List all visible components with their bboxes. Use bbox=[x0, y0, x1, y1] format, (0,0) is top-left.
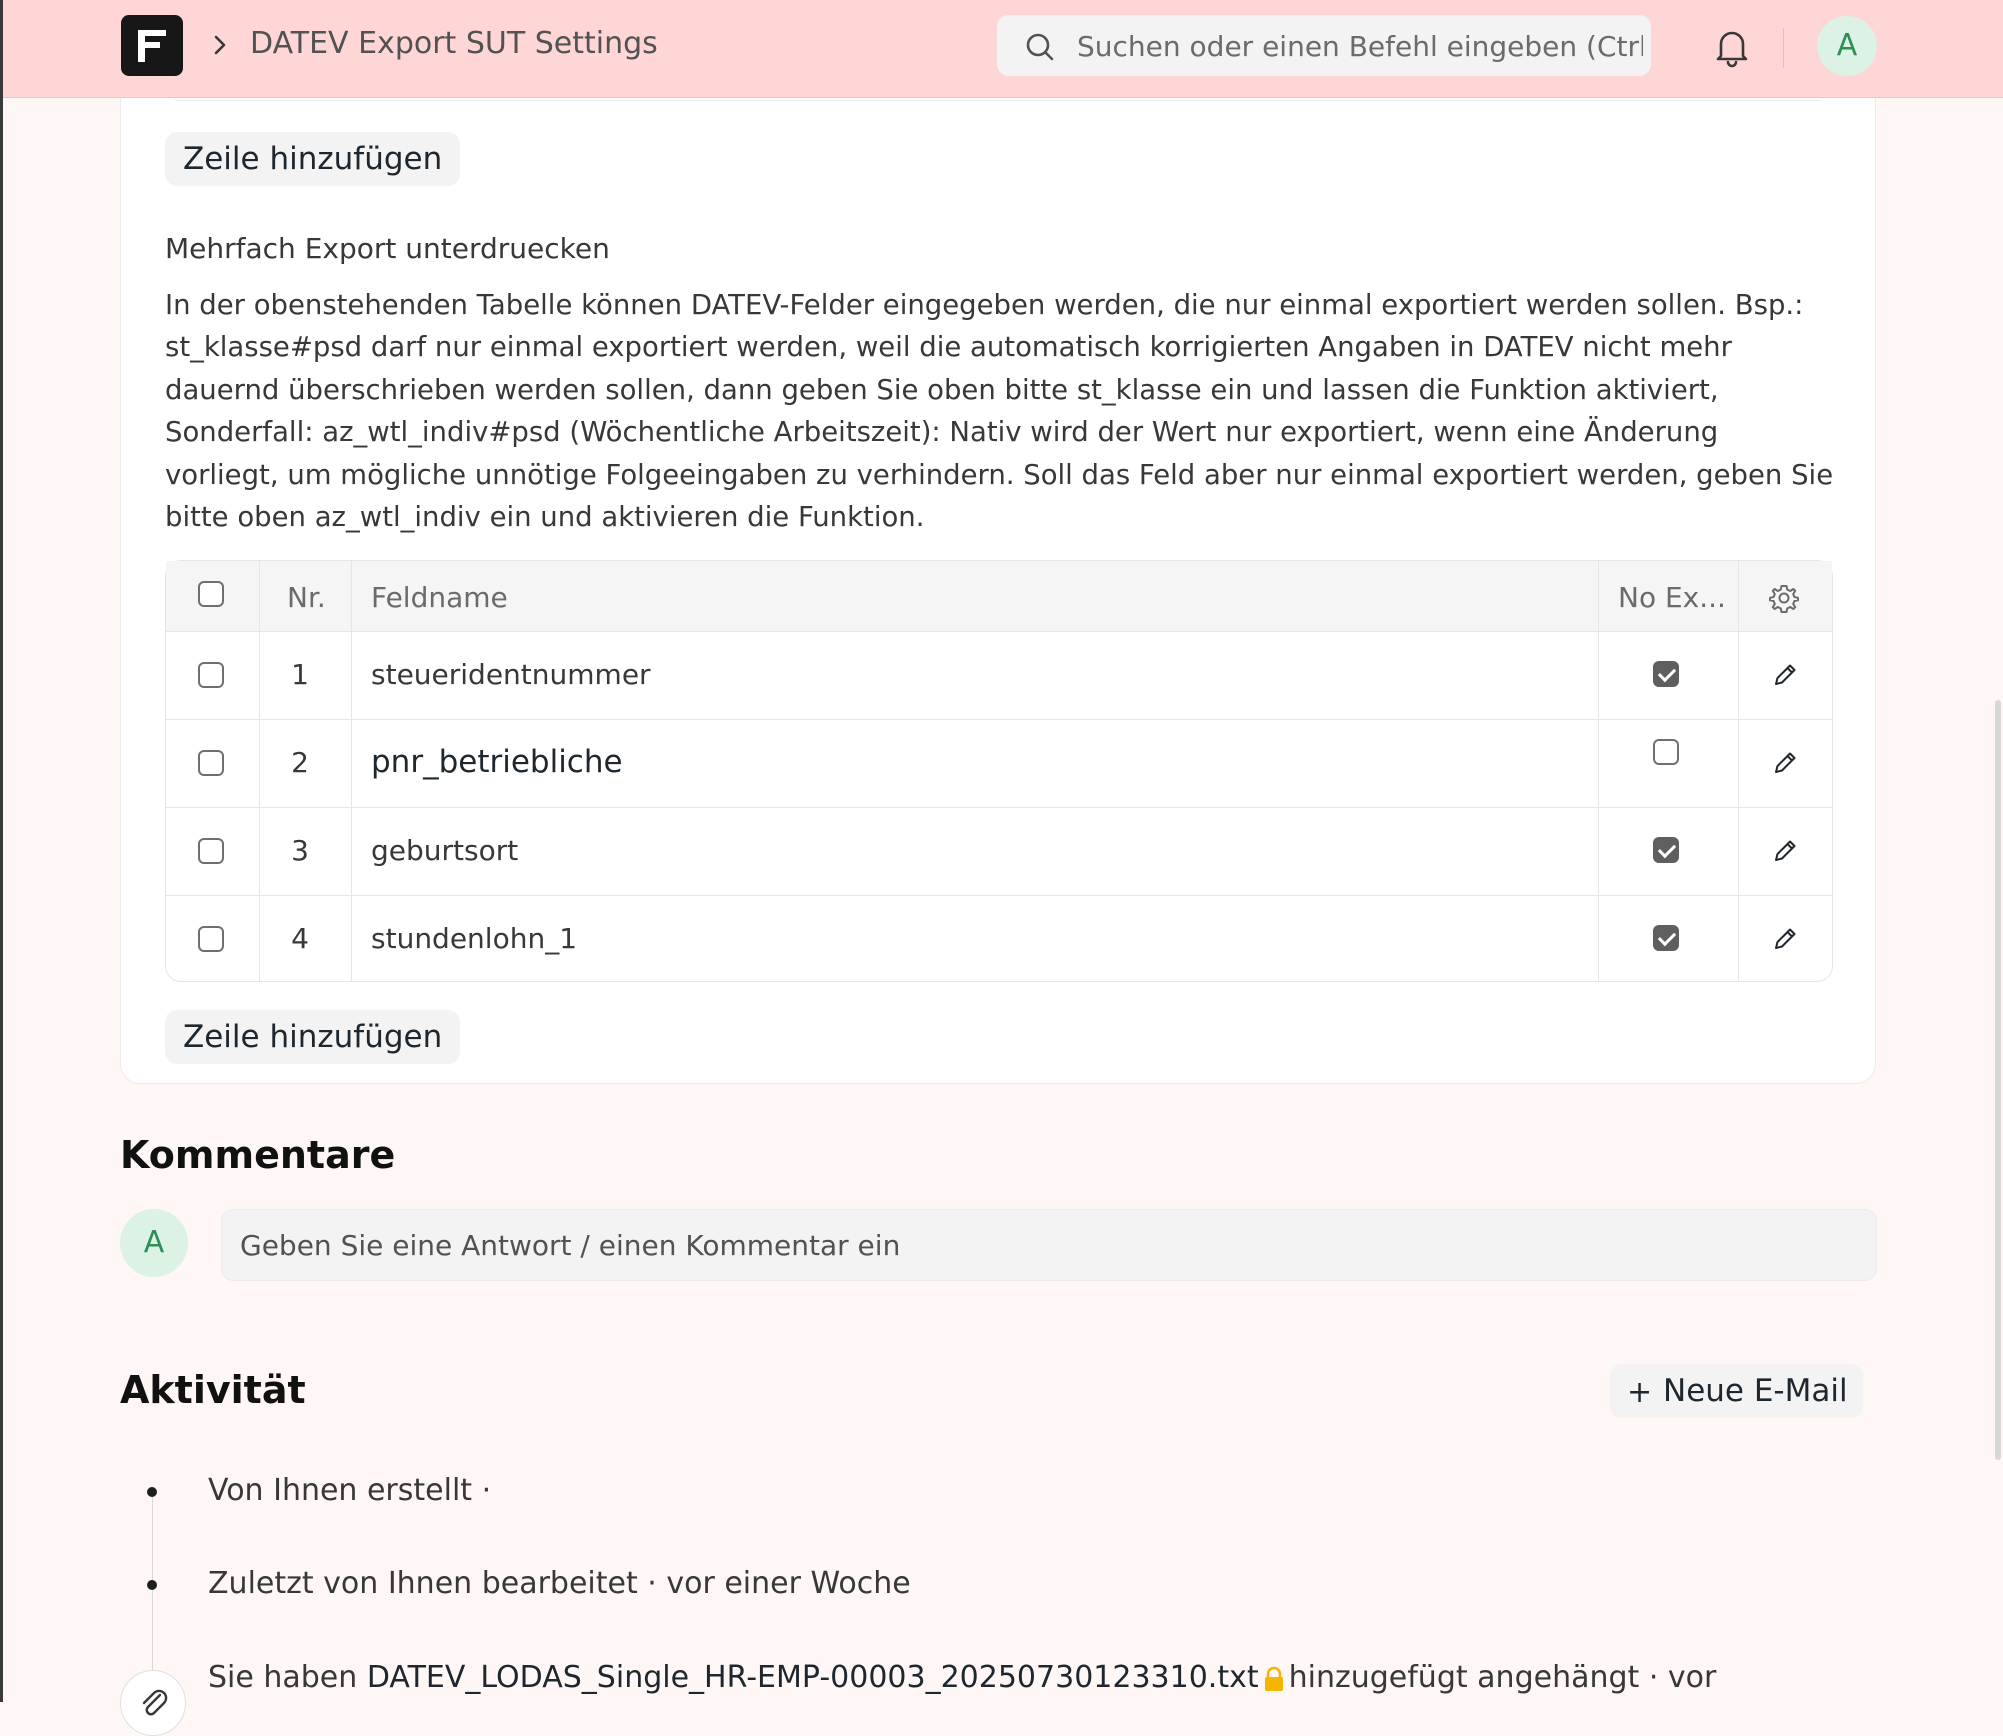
new-email-button[interactable] bbox=[1610, 1364, 1863, 1418]
feldname-cell[interactable]: stundenlohn_1 bbox=[371, 922, 578, 955]
attachment-file-link[interactable]: DATEV_LODAS_Single_HR-EMP-00003_20250730123310.txt bbox=[366, 1660, 1259, 1695]
export-fields-table bbox=[165, 560, 1833, 982]
no-export-checkbox[interactable] bbox=[1653, 661, 1679, 687]
section-description: In der obenstehenden Tabelle können DATEV-Felder eingegeben werden, die nur einmal exportiert werden sollen. Bsp.: st_klasse#psd darf nur einmal exportiert werden, weil die automatisch korrigierten Angaben in DATEV nicht mehr dauernd überschrieben werden sollen, dann geben Sie oben bitte st_klasse ein und lassen die Funktion aktiviert, Sonderfall: az_wtl_indiv#psd (Wöchentliche Arbeitszeit): Nativ wird der Wert nur exportiert, wenn eine Änderung vorliegt, um mögliche unnötige Folgeeingaben zu verhindern. Soll das Feld aber nur einmal exportiert werden, geben Sie bitte oben az_wtl_indiv ein und aktivieren die Funktion. bbox=[165, 289, 1834, 534]
lock-icon bbox=[1263, 1666, 1285, 1692]
activity-item-created: Von Ihnen erstellt · bbox=[208, 1473, 492, 1508]
row-number: 4 bbox=[291, 922, 309, 955]
edit-pencil-icon[interactable] bbox=[1772, 750, 1798, 776]
column-divider bbox=[1738, 561, 1739, 981]
window-edge bbox=[0, 0, 3, 1702]
gear-icon[interactable] bbox=[1769, 583, 1799, 613]
search-bar[interactable] bbox=[997, 15, 1651, 76]
activity-heading: Aktivität bbox=[120, 1368, 306, 1412]
navbar bbox=[3, 0, 2003, 98]
column-header-no-export: No Ex... bbox=[1618, 581, 1726, 614]
plus-icon: + bbox=[1627, 1375, 1653, 1410]
column-header-nr: Nr. bbox=[287, 581, 326, 614]
section-label: Mehrfach Export unterdruecken bbox=[165, 232, 610, 265]
comments-heading: Kommentare bbox=[120, 1133, 396, 1177]
add-row-button[interactable]: Zeile hinzufügen bbox=[165, 1010, 460, 1064]
attachment-badge bbox=[120, 1670, 186, 1736]
row-number: 2 bbox=[291, 746, 309, 779]
column-divider bbox=[259, 561, 260, 981]
select-all-checkbox[interactable] bbox=[198, 581, 224, 607]
column-header-feldname: Feldname bbox=[371, 581, 508, 614]
new-email-label: Neue E-Mail bbox=[1663, 1373, 1848, 1409]
feldname-cell[interactable]: steueridentnummer bbox=[371, 658, 651, 691]
activity-item-edited: Zuletzt von Ihnen bearbeitet · vor einer Woche bbox=[208, 1566, 911, 1601]
table-row[interactable] bbox=[166, 896, 1832, 983]
chevron-right-icon bbox=[213, 34, 227, 56]
column-divider bbox=[351, 561, 352, 981]
user-avatar[interactable]: A bbox=[1817, 16, 1877, 76]
row-select-checkbox[interactable] bbox=[198, 838, 224, 864]
search-input[interactable] bbox=[1075, 15, 1645, 78]
no-export-checkbox[interactable] bbox=[1653, 837, 1679, 863]
breadcrumb-current[interactable]: DATEV Export SUT Settings bbox=[250, 26, 658, 61]
row-select-checkbox[interactable] bbox=[198, 662, 224, 688]
activity-item-attachment bbox=[208, 1660, 1716, 1695]
no-export-checkbox[interactable] bbox=[1653, 925, 1679, 951]
table-header bbox=[166, 561, 1832, 632]
timeline-dot bbox=[147, 1487, 157, 1497]
comment-avatar: A bbox=[120, 1209, 188, 1277]
row-select-checkbox[interactable] bbox=[198, 750, 224, 776]
frappe-logo-icon bbox=[138, 30, 166, 62]
paperclip-icon bbox=[138, 1685, 168, 1719]
previous-table-bottom-edge bbox=[175, 100, 1821, 101]
timeline-dot bbox=[147, 1580, 157, 1590]
table-row[interactable] bbox=[166, 632, 1832, 720]
table-row[interactable] bbox=[166, 720, 1832, 808]
app-logo[interactable] bbox=[121, 15, 183, 76]
search-icon bbox=[1025, 32, 1055, 62]
no-export-checkbox[interactable] bbox=[1653, 739, 1679, 765]
edit-pencil-icon[interactable] bbox=[1772, 662, 1798, 688]
row-number: 3 bbox=[291, 834, 309, 867]
navbar-divider bbox=[1783, 28, 1784, 68]
attachment-prefix: Sie haben bbox=[208, 1660, 358, 1695]
table-row[interactable] bbox=[166, 808, 1832, 896]
page-scrollbar[interactable] bbox=[1995, 700, 2001, 1460]
feldname-input[interactable]: pnr_betriebliche bbox=[371, 744, 623, 780]
row-number: 1 bbox=[291, 658, 309, 691]
edit-pencil-icon[interactable] bbox=[1772, 926, 1798, 952]
attachment-suffix: hinzugefügt angehängt · vor bbox=[1288, 1660, 1717, 1695]
notification-bell-icon[interactable] bbox=[1714, 27, 1750, 67]
row-select-checkbox[interactable] bbox=[198, 926, 224, 952]
comment-input[interactable] bbox=[221, 1209, 1877, 1281]
edit-pencil-icon[interactable] bbox=[1772, 838, 1798, 864]
add-row-button-top[interactable]: Zeile hinzufügen bbox=[165, 132, 460, 186]
feldname-cell[interactable]: geburtsort bbox=[371, 834, 519, 867]
column-divider bbox=[1598, 561, 1599, 981]
